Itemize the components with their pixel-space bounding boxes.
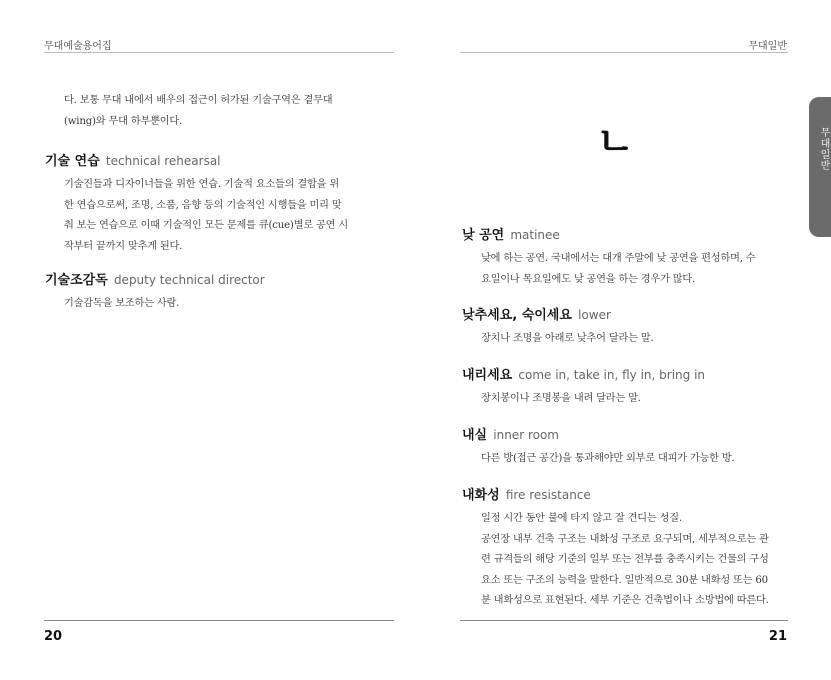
entry-term: 내화성 (462, 488, 500, 503)
entry-term: 내리세요 (462, 368, 513, 383)
entry-english: technical rehearsal (105, 154, 221, 168)
definition-line: 낮에 하는 공연. 국내에서는 대개 주말에 낮 공연을 편성하며, 수 (481, 253, 756, 264)
continued-line: 다. 보통 무대 내에서 배우의 접근이 허가된 기술구역은 곁무대 (64, 95, 333, 106)
definition-line: 춰 보는 연습으로 이때 기술적인 모든 문제를 큐(cue)별로 공연 시 (64, 220, 348, 231)
definition-line: 한 연습으로써, 조명, 소품, 음향 등의 기술적인 시행들을 미리 맞 (64, 199, 342, 211)
glossary-entry (45, 152, 371, 257)
entry-term: 기술 연습 (45, 154, 100, 169)
definition-line: 공연장 내부 건축 구조는 내화성 구조로 요구되며, 세부적으로는 관 (481, 533, 769, 545)
continued-definition (64, 90, 370, 132)
definition-line: 장치봉이나 조명봉을 내려 달라는 말. (481, 393, 641, 404)
header-rule-right (460, 52, 788, 53)
entry-heading (45, 271, 371, 290)
running-header-right: 무대일반 (748, 41, 787, 52)
entry-definition (481, 509, 788, 612)
entry-english: deputy technical director (113, 273, 265, 287)
definition-line: 작부터 끝까지 맞추게 된다. (64, 240, 183, 252)
definition-line: 장치나 조명을 아래로 낮추어 달라는 말. (481, 333, 654, 344)
definition-line: 요일이나 목요일에도 낮 공연을 하는 경우가 많다. (481, 273, 696, 285)
glossary-entry (462, 366, 788, 410)
entry-definition (481, 449, 788, 470)
entry-definition (481, 249, 788, 290)
entry-definition (64, 294, 371, 315)
definition-line: 분 내화성으로 표현된다. 세부 기준은 건축법이나 소방법에 따른다. (481, 595, 769, 606)
entry-term: 기술조감독 (45, 273, 108, 288)
glossary-entry (462, 306, 788, 350)
definition-line: 기술감독을 보조하는 사람. (64, 298, 180, 309)
entry-heading (45, 152, 371, 171)
entry-english: come in, take in, fly in, bring in (518, 368, 706, 382)
entry-english: lower (578, 308, 611, 322)
definition-line: 일정 시간 동안 불에 타지 않고 잘 견디는 성질. (481, 513, 682, 524)
entry-heading (462, 306, 788, 325)
entry-english: fire resistance (505, 488, 591, 502)
definition-line: 기술진들과 디자이너들을 위한 연습. 기술적 요소들의 결합을 위 (64, 179, 339, 190)
page-number-left: 20 (44, 629, 63, 644)
entry-term: 낮추세요, 숙이세요 (462, 308, 572, 323)
glossary-entry (462, 426, 788, 470)
entry-english: inner room (493, 428, 559, 442)
definition-line: 다른 방(접근 공간)을 통과해야만 외부로 대피가 가능한 방. (481, 453, 735, 464)
footer-rule-left (44, 620, 394, 621)
running-header-left: 무대예술용어집 (44, 41, 112, 52)
section-thumb-tab-label: 무대일반 (818, 127, 829, 171)
entry-english: matinee (510, 228, 560, 242)
section-letter: ㄴ (596, 119, 635, 165)
footer-rule-right (460, 620, 788, 621)
entry-term: 내실 (462, 428, 488, 443)
entry-term: 낮 공연 (462, 228, 505, 243)
entry-definition (481, 389, 788, 410)
section-thumb-tab (809, 97, 831, 237)
glossary-entry (462, 226, 788, 290)
definition-line: 련 규격들의 해당 기준의 일부 또는 전부를 충족시키는 건물의 구성 (481, 554, 769, 565)
glossary-entry (45, 271, 371, 315)
entry-heading (462, 486, 788, 505)
entry-heading (462, 366, 788, 385)
entry-definition (64, 175, 371, 257)
entry-heading (462, 426, 788, 445)
page-number-right: 21 (768, 629, 787, 644)
continued-line: (wing)와 무대 하부뿐이다. (64, 116, 183, 127)
glossary-entry (462, 486, 788, 612)
definition-line: 요소 또는 구조의 능력을 말한다. 일반적으로 30분 내화성 또는 60 (481, 574, 768, 586)
entry-definition (481, 329, 788, 350)
entry-heading (462, 226, 788, 245)
header-rule-left (44, 52, 394, 53)
